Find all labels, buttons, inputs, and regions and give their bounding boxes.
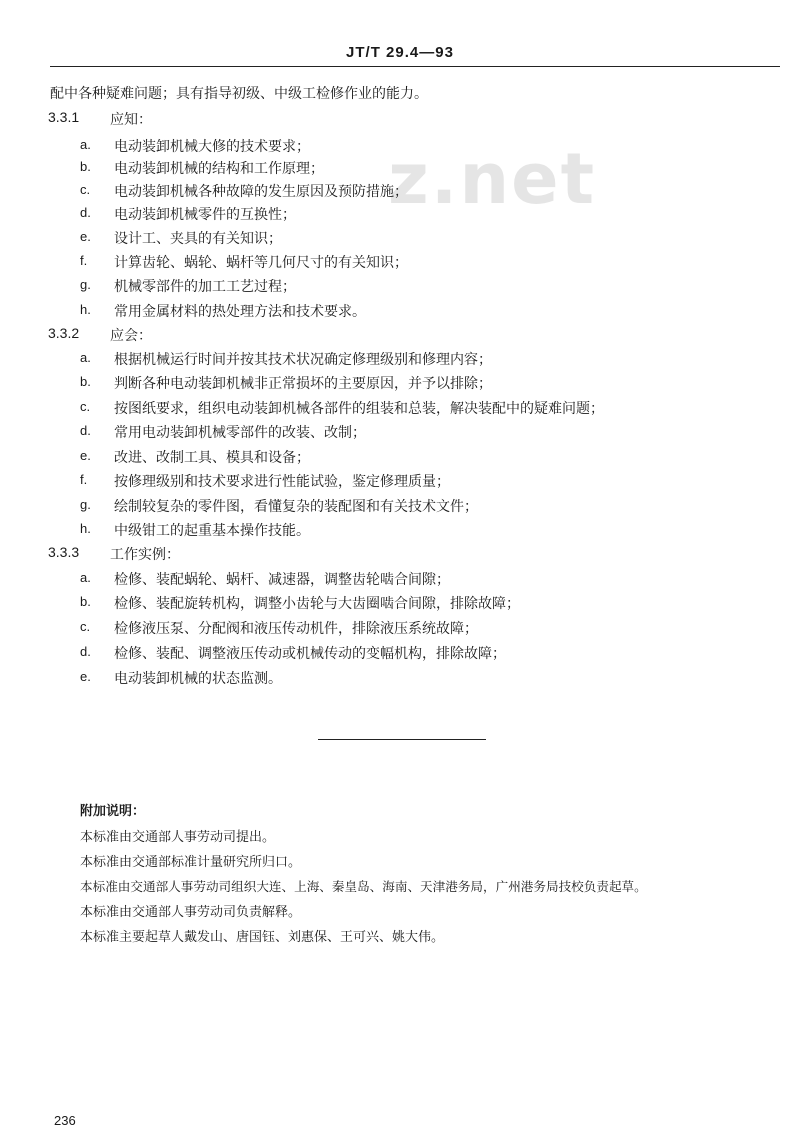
section-number: 3.3.1 [48,109,80,125]
item-letter: b. [80,374,91,389]
item-text: 常用电动装卸机械零部件的改装、改制； [114,425,366,441]
item-letter: d. [80,423,91,438]
item-text: 电动装卸机械的结构和工作原理； [114,161,324,177]
item-letter: a. [80,350,91,365]
note-line: 本标准由交通部标准计量研究所归口。 [80,855,302,870]
item-text: 检修、装配旋转机构，调整小齿轮与大齿圈啮合间隙，排除故障； [114,596,520,612]
item-text: 电动装卸机械大修的技术要求； [114,139,310,155]
item-letter: a. [80,137,91,152]
item-text: 改进、改制工具、模具和设备； [114,450,310,466]
item-text: 按图纸要求，组织电动装卸机械各部件的组装和总装，解决装配中的疑难问题； [114,401,604,417]
item-text: 按修理级别和技术要求进行性能试验，鉴定修理质量； [114,474,450,490]
item-letter: b. [80,594,91,609]
item-letter: g. [80,497,91,512]
item-letter: e. [80,448,91,463]
standard-code-header: JT/T 29.4—93 [346,44,454,61]
item-text: 中级钳工的起重基本操作技能。 [114,523,310,539]
notes-heading: 附加说明： [80,804,146,819]
item-text: 根据机械运行时间并按其技术状况确定修理级别和修理内容； [114,352,492,368]
item-text: 电动装卸机械零件的互换性； [114,207,296,223]
item-letter: h. [80,302,91,317]
end-of-standard-rule [318,739,486,740]
page-number: 236 [54,1113,76,1128]
item-letter: d. [80,205,91,220]
section-title: 应会： [110,328,152,344]
item-text: 电动装卸机械的状态监测。 [114,671,282,687]
item-text: 检修、装配蜗轮、蜗杆、减速器，调整齿轮啮合间隙； [114,572,450,588]
note-line: 本标准由交通部人事劳动司提出。 [80,830,276,845]
section-title: 应知： [110,112,152,128]
item-letter: d. [80,644,91,659]
item-text: 机械零部件的加工工艺过程； [114,279,296,295]
item-letter: f. [80,472,88,487]
section-title: 工作实例： [110,547,180,563]
item-text: 电动装卸机械各种故障的发生原因及预防措施； [114,184,408,200]
note-line: 本标准主要起草人戴发山、唐国钰、刘惠保、王可兴、姚大伟。 [80,930,445,945]
item-letter: e. [80,669,91,684]
note-line: 本标准由交通部人事劳动司组织大连、上海、秦皇岛、海南、天津港务局，广州港务局技校负责起草。 [80,879,647,894]
item-letter: e. [80,229,91,244]
note-line: 本标准由交通部人事劳动司负责解释。 [80,905,302,920]
item-text: 常用金属材料的热处理方法和技术要求。 [114,304,366,320]
item-letter: a. [80,570,91,585]
item-text: 计算齿轮、蜗轮、蜗杆等几何尺寸的有关知识； [114,255,408,271]
item-text: 判断各种电动装卸机械非正常损坏的主要原因，并予以排除； [114,376,492,392]
intro-line: 配中各种疑难问题；具有指导初级、中级工检修作业的能力。 [50,86,428,102]
section-number: 3.3.2 [48,325,80,341]
item-letter: c. [80,399,91,414]
item-letter: h. [80,521,91,536]
item-letter: c. [80,182,91,197]
item-text: 设计工、夹具的有关知识； [114,231,282,247]
item-letter: b. [80,159,91,174]
watermark: z.net [388,138,597,220]
item-letter: f. [80,253,88,268]
item-text: 绘制较复杂的零件图，看懂复杂的装配图和有关技术文件； [114,499,478,515]
item-text: 检修液压泵、分配阀和液压传动机件，排除液压系统故障； [114,621,478,637]
item-letter: g. [80,277,91,292]
section-number: 3.3.3 [48,544,80,560]
header-rule [50,66,780,67]
item-letter: c. [80,619,91,634]
item-text: 检修、装配、调整液压传动或机械传动的变幅机构，排除故障； [114,646,506,662]
